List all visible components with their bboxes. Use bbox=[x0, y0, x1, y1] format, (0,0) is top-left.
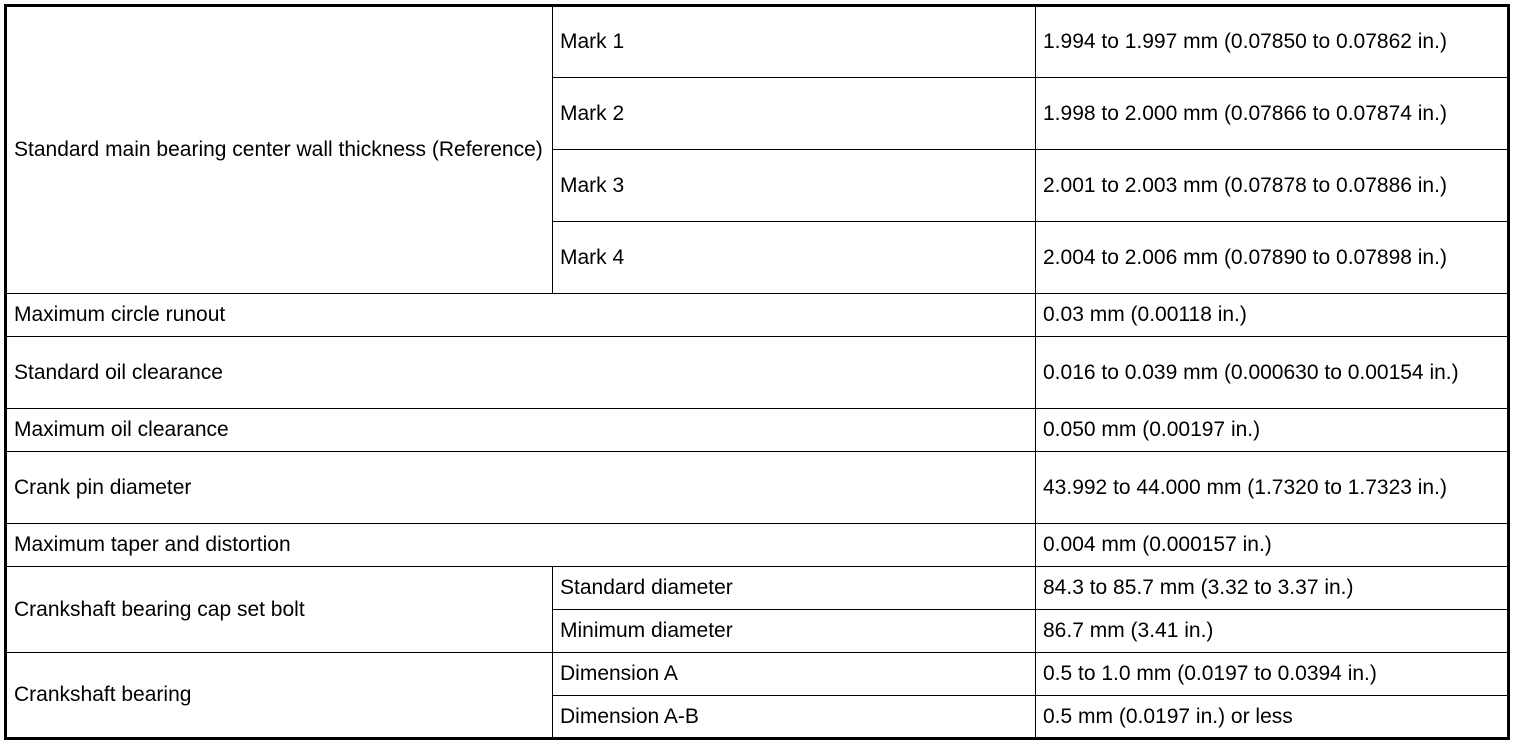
spec-value-cell: 0.050 mm (0.00197 in.) bbox=[1036, 409, 1509, 452]
table-row bbox=[6, 567, 1509, 610]
spec-value-cell: 84.3 to 85.7 mm (3.32 to 3.37 in.) bbox=[1036, 567, 1509, 610]
table-row bbox=[6, 337, 1509, 409]
spec-item-cell: Standard oil clearance bbox=[6, 337, 1036, 409]
spec-sub-label-cell: Mark 3 bbox=[553, 150, 1036, 222]
spec-item-cell: Standard main bearing center wall thickness (Reference) bbox=[6, 6, 553, 294]
spec-value-cell: 0.5 to 1.0 mm (0.0197 to 0.0394 in.) bbox=[1036, 653, 1509, 696]
table-row bbox=[6, 294, 1509, 337]
spec-item-cell: Maximum circle runout bbox=[6, 294, 1036, 337]
spec-value-cell: 1.994 to 1.997 mm (0.07850 to 0.07862 in.) bbox=[1036, 6, 1509, 78]
spec-item-cell: Crankshaft bearing cap set bolt bbox=[6, 567, 553, 653]
spec-sub-label-cell: Standard diameter bbox=[553, 567, 1036, 610]
spec-value-cell: 1.998 to 2.000 mm (0.07866 to 0.07874 in.) bbox=[1036, 78, 1509, 150]
spec-value-cell: 86.7 mm (3.41 in.) bbox=[1036, 610, 1509, 653]
spec-sub-label-cell: Dimension A bbox=[553, 653, 1036, 696]
spec-value-cell: 2.004 to 2.006 mm (0.07890 to 0.07898 in.) bbox=[1036, 222, 1509, 294]
spec-sub-label-cell: Mark 4 bbox=[553, 222, 1036, 294]
spec-table bbox=[4, 4, 1510, 740]
spec-value-cell: 43.992 to 44.000 mm (1.7320 to 1.7323 in.) bbox=[1036, 452, 1509, 524]
spec-sub-label-cell: Mark 2 bbox=[553, 78, 1036, 150]
spec-value-cell: 2.001 to 2.003 mm (0.07878 to 0.07886 in.) bbox=[1036, 150, 1509, 222]
spec-sub-label-cell: Dimension A-B bbox=[553, 696, 1036, 739]
spec-value-cell: 0.5 mm (0.0197 in.) or less bbox=[1036, 696, 1509, 739]
spec-value-cell: 0.03 mm (0.00118 in.) bbox=[1036, 294, 1509, 337]
table-row bbox=[6, 524, 1509, 567]
spec-item-cell: Maximum taper and distortion bbox=[6, 524, 1036, 567]
table-row bbox=[6, 409, 1509, 452]
spec-item-cell: Crank pin diameter bbox=[6, 452, 1036, 524]
spec-item-cell: Crankshaft bearing bbox=[6, 653, 553, 739]
spec-sub-label-cell: Mark 1 bbox=[553, 6, 1036, 78]
spec-value-cell: 0.016 to 0.039 mm (0.000630 to 0.00154 in.) bbox=[1036, 337, 1509, 409]
spec-sub-label-cell: Minimum diameter bbox=[553, 610, 1036, 653]
spec-value-cell: 0.004 mm (0.000157 in.) bbox=[1036, 524, 1509, 567]
spec-item-cell: Maximum oil clearance bbox=[6, 409, 1036, 452]
table-row bbox=[6, 452, 1509, 524]
table-row bbox=[6, 653, 1509, 696]
table-row bbox=[6, 6, 1509, 78]
